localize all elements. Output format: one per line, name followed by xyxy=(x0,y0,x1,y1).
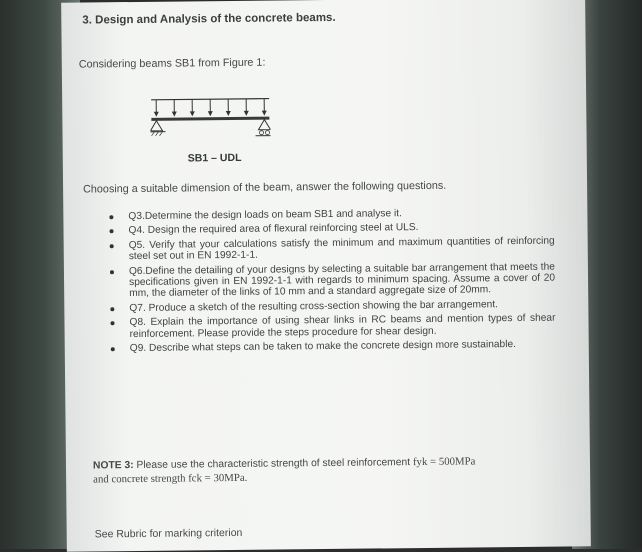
load-arrow-head xyxy=(154,112,159,117)
section-heading: 3. Design and Analysis of the concrete beams. xyxy=(82,12,335,27)
question-q7: Q7. Produce a sketch of the resulting cross-section showing the bar arrangement. xyxy=(107,298,555,314)
question-q4: Q4. Design the required area of flexural reinforcing steel at ULS. xyxy=(106,221,554,237)
question-q5: Q5. Verify that your calculations satisfy the minimum and maximum quantities of reinforcing steel set out in EN 1992-1-1. xyxy=(107,235,555,263)
load-arrow-head xyxy=(244,111,249,116)
question-q6: Q6.Define the detailing of your designs by selecting a suitable bar arrangement that meets the specifications given in EN 1992-1-1 with regards to minimum spacing. Assume a cover of 20 mm, the diameter of the links of 10 mm and a standard aggregate size of 20mm. xyxy=(107,261,555,300)
figure-caption: SB1 – UDL xyxy=(188,152,242,165)
instruction-text: Choosing a suitable dimension of the beam, answer the following questions. xyxy=(83,180,446,196)
question-q8: Q8. Explain the importance of using shear links in RC beams and mention types of shear reinforcement. Please provide the steps procedure for shear design. xyxy=(107,313,555,341)
intro-text: Considering beams SB1 from Figure 1: xyxy=(79,57,266,71)
note-fyk: fyk = 500MPa xyxy=(413,455,476,468)
load-arrow-head xyxy=(262,111,267,116)
note-text-2: and concrete strength fck = 30MPa. xyxy=(93,471,247,485)
note-label: NOTE 3: xyxy=(93,460,134,471)
load-arrow-head xyxy=(226,111,231,116)
question-q3: Q3.Determine the design loads on beam SB1 and analyse it. xyxy=(106,207,554,223)
load-arrow-head xyxy=(172,112,177,117)
load-arrow-head xyxy=(208,111,213,116)
load-arrow-head xyxy=(190,111,195,116)
note-text-1: Please use the characteristic strength of steel reinforcement xyxy=(136,457,410,471)
document-page xyxy=(61,0,591,552)
left-pin-support-icon xyxy=(150,121,165,136)
right-roller-support-icon xyxy=(255,120,270,136)
question-q9: Q9. Describe what steps can be taken to make the concrete design more sustainable. xyxy=(108,339,556,355)
question-list xyxy=(106,207,556,358)
note-block xyxy=(93,455,563,487)
rubric-text: See Rubric for marking criterion xyxy=(95,527,243,541)
beam-member xyxy=(151,117,269,121)
beam-udl-diagram xyxy=(150,95,271,154)
load-arrows xyxy=(154,99,267,117)
